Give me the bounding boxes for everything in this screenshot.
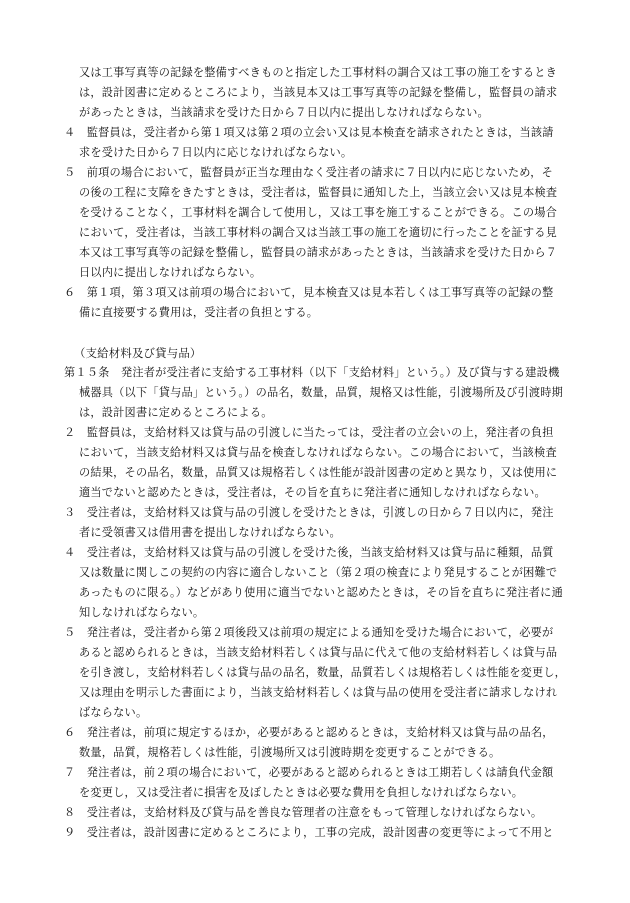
text-line: ９ 受注者は，設計図書に定めるところにより，工事の完成，設計図書の変更等によって不用と [64,826,554,839]
text-line: の結果，その品名，数量，品質又は規格若しくは性能が設計図書の定めと異なり，又は使用に [79,466,558,479]
text-line: ばならない。 [79,706,148,719]
article-line: 第１５条 発注者が受注者に支給する工事材料（以下「支給材料」という。）及び貸与する建設機 [64,366,560,379]
text-line: 備に直接要する費用は，受注者の負担とする。 [79,306,319,319]
text-line: ６ 第１項，第３項又は前項の場合において，見本検査又は見本若しくは工事写真等の記録の整 [64,286,554,299]
text-line: あると認められるときは，当該支給材料若しくは貸与品に代えて他の支給材料若しくは貸与品 [79,646,558,659]
text-line: 又は理由を明示した書面により，当該支給材料若しくは貸与品の使用を受注者に請求しなけれ [79,686,558,699]
text-line: 知しなければならない。 [79,606,205,619]
text-line: 又は工事写真等の記録を整備すべきものと指定した工事材料の調合又は工事の施工をするとき [79,66,558,79]
text-line: において，受注者は，当該工事材料の調合又は当該工事の施工を適切に行ったことを証する見 [79,226,558,239]
text-line: 数量，品質，規格若しくは性能，引渡場所又は引渡時期を変更することができる。 [79,746,501,759]
text-line: を引き渡し，支給材料若しくは貸与品の品名，数量，品質若しくは規格若しくは性能を変更し， [79,666,566,679]
section-heading: （支給材料及び貸与品） [74,346,202,360]
text-line: は，設計図書に定めるところによる。 [79,406,273,419]
text-line: があったときは，当該請求を受けた日から７日以内に提出しなければならない。 [79,106,489,119]
text-line: あったものに限る。）などがあり使用に適当でないと認めたときは，その旨を直ちに発注者に通 [79,586,563,599]
text-line: の後の工程に支障をきたすときは，受注者は，監督員に通知した上，当該立会い又は見本検査 [79,186,558,199]
text-line: において，当該支給材料又は貸与品を検査しなければならない。この場合において，当該検査 [79,446,557,459]
text-line: 求を受けた日から７日以内に応じなければならない。 [79,146,353,159]
text-line: 日以内に提出しなければならない。 [79,266,262,279]
text-line: を受けることなく，工事材料を調合して使用し，又は工事を施工することができる。この場合 [79,206,558,219]
text-line: ４ 受注者は，支給材料又は貸与品の引渡しを受けた後，当該支給材料又は貸与品に種類，品質 [64,546,554,559]
text-line: ５ 前項の場合において，監督員が正当な理由なく受注者の請求に７日以内に応じないため，そ [64,166,553,179]
text-line: は，設計図書に定めるところにより，当該見本又は工事写真等の記録を整備し，監督員の請求 [79,86,558,99]
text-line: ８ 受注者は，支給材料及び貸与品を善良な管理者の注意をもって管理しなければならない。 [64,806,543,819]
text-line: ７ 発注者は，前２項の場合において，必要があると認められるときは工期若しくは請負代金額 [64,766,554,779]
text-line: 者に受領書又は借用書を提出しなければならない。 [79,526,341,539]
text-line: ６ 発注者は，前項に規定するほか，必要があると認めるときは，支給材料又は貸与品の品名， [64,726,554,739]
text-line: ３ 受注者は，支給材料又は貸与品の引渡しを受けたときは，引渡しの日から７日以内に，発注 [64,506,554,519]
text-line: ２ 監督員は，支給材料又は貸与品の引渡しに当たっては，受注者の立会いの上，発注者の負担 [64,426,554,439]
text-line: ４ 監督員は，受注者から第１項又は第２項の立会い又は見本検査を請求されたときは，当該請 [64,126,554,139]
text-line: を変更し，又は受注者に損害を及ぼしたときは必要な費用を負担しなければならない。 [79,786,524,799]
text-line: 本又は工事写真等の記録を整備し，監督員の請求があったときは，当該請求を受けた日から７ [79,246,558,259]
text-line: 械器具（以下「貸与品」という。）の品名，数量，品質，規格又は性能，引渡場所及び引渡時期 [79,386,564,399]
text-line: 適当でないと認めたときは，受注者は，その旨を直ちに発注者に通知しなければならない。 [79,486,546,499]
text-line: ５ 発注者は，受注者から第２項後段又は前項の規定による通知を受けた場合において，必要が [64,626,554,639]
text-line: 又は数量に関しこの契約の内容に適合しないこと（第２項の検査により発見することが困難で [79,566,558,579]
